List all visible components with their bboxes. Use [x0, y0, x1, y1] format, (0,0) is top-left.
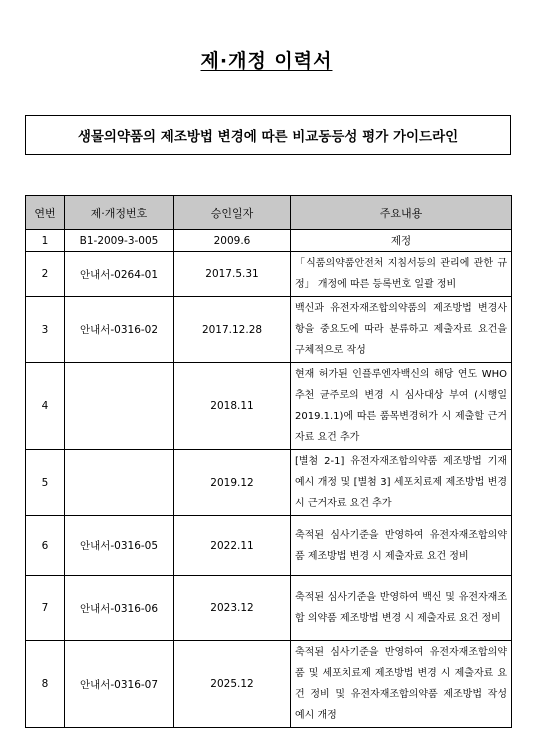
- table-row: [26, 363, 512, 450]
- cell-code: 안내서-0316-07: [65, 641, 174, 728]
- cell-no: 7: [26, 576, 65, 641]
- table-row: [26, 252, 512, 297]
- cell-date: 2009.6: [174, 230, 291, 252]
- table-row: [26, 450, 512, 516]
- cell-content: 「식품의약품안전처 지침서등의 관리에 관한 규정」 개정에 따른 등록번호 일괄 정비: [291, 252, 512, 297]
- cell-code: [65, 450, 174, 516]
- table-row: [26, 516, 512, 576]
- header-code: 제·개정번호: [65, 196, 174, 230]
- cell-code: 안내서-0316-05: [65, 516, 174, 576]
- cell-date: 2017.12.28: [174, 297, 291, 363]
- cell-code: 안내서-0316-06: [65, 576, 174, 641]
- cell-no: 4: [26, 363, 65, 450]
- cell-code: 안내서-0316-02: [65, 297, 174, 363]
- header-content: 주요내용: [291, 196, 512, 230]
- cell-no: 5: [26, 450, 65, 516]
- cell-date: 2022.11: [174, 516, 291, 576]
- cell-content: 축적된 심사기준을 반영하여 유전자재조합의약품 제조방법 변경 시 제출자료 요건 정비: [291, 516, 512, 576]
- cell-no: 8: [26, 641, 65, 728]
- cell-code: 안내서-0264-01: [65, 252, 174, 297]
- cell-no: 2: [26, 252, 65, 297]
- cell-date: 2023.12: [174, 576, 291, 641]
- page-title-text: 제·개정 이력서: [200, 50, 333, 72]
- header-date: 승인일자: [174, 196, 291, 230]
- document-subtitle: 생물의약품의 제조방법 변경에 따른 비교동등성 평가 가이드라인: [77, 129, 459, 145]
- cell-date: 2025.12: [174, 641, 291, 728]
- cell-content: 제정: [291, 230, 512, 252]
- header-no: 연번: [26, 196, 65, 230]
- cell-code: [65, 363, 174, 450]
- cell-content: 축적된 심사기준을 반영하여 유전자재조합의약품 및 세포치료제 제조방법 변경 시 제출자료 요건 정비 및 유전자재조합의약품 제조방법 작성 예시 개정: [291, 641, 512, 728]
- cell-no: 6: [26, 516, 65, 576]
- cell-no: 3: [26, 297, 65, 363]
- table-header-row: [26, 196, 512, 230]
- page-title: [0, 46, 533, 73]
- table-row: [26, 297, 512, 363]
- table-row: [26, 230, 512, 252]
- cell-no: 1: [26, 230, 65, 252]
- cell-date: 2017.5.31: [174, 252, 291, 297]
- cell-code: B1-2009-3-005: [65, 230, 174, 252]
- revision-history-table: [25, 195, 512, 728]
- table-row: [26, 576, 512, 641]
- cell-content: 축적된 심사기준을 반영하여 백신 및 유전자재조합 의약품 제조방법 변경 시 제출자료 요건 정비: [291, 576, 512, 641]
- cell-date: 2019.12: [174, 450, 291, 516]
- table-row: [26, 641, 512, 728]
- cell-content: [별첨 2-1] 유전자재조합의약품 제조방법 기재 예시 개정 및 [별첨 3] 세포치료제 제조방법 변경 시 근거자료 요건 추가: [291, 450, 512, 516]
- cell-content: 현재 허가된 인플루엔자백신의 해당 연도 WHO 추천 균주로의 변경 시 심사대상 부여 (시행일 2019.1.1)에 따른 품목변경허가 시 제출할 근거자료 요건 추가: [291, 363, 512, 450]
- cell-content: 백신과 유전자재조합의약품의 제조방법 변경사항을 중요도에 따라 분류하고 제출자료 요건을 구체적으로 작성: [291, 297, 512, 363]
- document-subtitle-box: [25, 115, 511, 155]
- cell-date: 2018.11: [174, 363, 291, 450]
